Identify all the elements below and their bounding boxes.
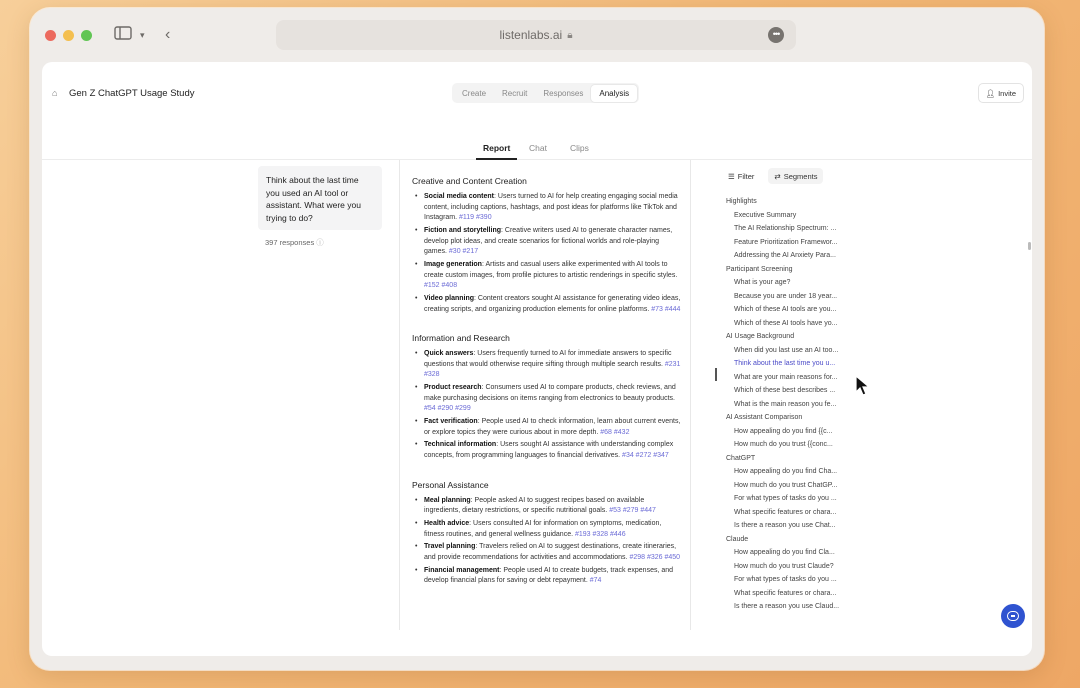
responses-count-text: 397 responses [265, 238, 315, 247]
toc-item[interactable]: What specific features or chara... [734, 589, 837, 597]
lock-icon: 🔒︎ [567, 29, 573, 41]
chat-support-button[interactable] [1001, 604, 1025, 628]
toc-item[interactable]: How much do you trust {{conc... [734, 441, 833, 448]
main-nav-tabs [452, 83, 639, 103]
toc-item[interactable]: Executive Summary [734, 211, 797, 219]
close-window-button[interactable] [45, 30, 56, 41]
item-title: Product research [424, 384, 482, 392]
item-text: : People asked AI to suggest recipes based on available ingredients, dietary restrictions, or specific nutritional goals. [424, 496, 645, 515]
toc-item[interactable]: Because you are under 18 year... [734, 292, 838, 300]
report-outline-sidebar [718, 160, 868, 630]
toc-group-heading[interactable]: Claude [726, 535, 749, 543]
toc-item[interactable]: For what types of tasks do you ... [734, 576, 837, 583]
toc-item[interactable]: Which of these AI tools have yo... [734, 319, 838, 327]
home-icon[interactable]: ⌂ [52, 88, 58, 98]
item-title: Fiction and storytelling [424, 226, 502, 234]
maximize-window-button[interactable] [81, 30, 92, 41]
scrollbar-thumb[interactable] [1028, 242, 1031, 250]
filter-button[interactable] [722, 168, 760, 184]
back-arrow-icon[interactable]: ‹ [165, 26, 171, 43]
active-item-marker [715, 368, 717, 381]
chat-bubble-icon [1007, 611, 1019, 621]
segments-button[interactable] [768, 168, 823, 184]
item-title: Quick answers [424, 350, 474, 358]
list-item [412, 294, 682, 315]
item-title: Technical information [424, 441, 497, 449]
response-refs-link[interactable]: #68 #432 [600, 428, 630, 436]
toc-group-heading[interactable]: ChatGPT [726, 454, 756, 462]
toc-item[interactable]: When did you last use an AI too... [734, 346, 839, 354]
toc-item[interactable]: How appealing do you find {{c... [734, 427, 833, 435]
toc-item[interactable]: What specific features or chara... [734, 508, 837, 516]
filter-icon: ☰ [728, 171, 735, 181]
response-refs-link[interactable]: #53 #279 #447 [609, 507, 656, 515]
toc-group-heading[interactable]: AI Usage Background [726, 333, 795, 340]
item-title: Financial management [424, 566, 500, 574]
question-card[interactable] [258, 166, 382, 230]
responses-count [265, 237, 324, 248]
item-text: : Content creators sought AI assistance for generating video ideas, creating scripts, and organizing production elements for online platforms. [424, 294, 681, 313]
nav-tab-recruit[interactable]: Recruit [502, 88, 528, 98]
table-of-contents [726, 197, 866, 616]
info-icon[interactable]: ⓘ [316, 238, 324, 247]
toc-item[interactable]: How appealing do you find Cha... [734, 468, 838, 475]
item-text: : Users consulted AI for information on symptoms, medication, fitness routines, and general wellness guidance. [424, 519, 662, 538]
title-bar [30, 8, 1044, 62]
item-title: Health advice [424, 519, 470, 527]
url-text: listenlabs.ai [499, 28, 563, 42]
response-refs-link[interactable]: #231 #328 [424, 360, 681, 379]
item-text: : People used AI to create budgets, track expenses, and develop financial plans for saving or debt repayment. [424, 566, 674, 585]
section-heading: Personal Assistance [412, 479, 489, 490]
toc-item[interactable]: Is there a reason you use Claud... [734, 603, 840, 610]
toc-item[interactable]: What is the main reason you fe... [734, 400, 837, 408]
response-refs-link[interactable]: #34 #272 #347 [622, 452, 669, 459]
tab-report[interactable]: Report [483, 143, 511, 153]
list-item [412, 440, 682, 461]
tab-chat[interactable]: Chat [529, 143, 547, 153]
item-text: : Users turned to AI for help creating engaging social media content, including captions, hashtags, and post ideas for platforms like TikTok and Instagram. [424, 193, 678, 222]
report-content [412, 160, 682, 630]
toc-group-heading[interactable]: AI Assistant Comparison [726, 414, 803, 421]
web-page [42, 62, 1032, 656]
ellipsis-icon[interactable]: ••• [768, 27, 784, 43]
right-divider [690, 160, 691, 630]
list-item [412, 566, 682, 587]
response-refs-link[interactable]: #74 [589, 577, 602, 585]
nav-tab-analysis[interactable]: Analysis [591, 85, 637, 102]
invite-button[interactable] [978, 83, 1024, 103]
item-text: : Travelers relied on AI to suggest destinations, create itineraries, and provide recommendations for activities and accommodations. [424, 543, 677, 561]
toc-item[interactable]: Addressing the AI Anxiety Para... [734, 252, 836, 259]
toc-item[interactable]: Which of these best describes ... [734, 387, 836, 394]
list-item [412, 383, 682, 415]
item-text: : Users sought AI assistance with understanding complex concepts, from programming languages to financial derivatives. [424, 441, 674, 459]
app-header [42, 62, 1032, 126]
chevron-down-icon[interactable]: ▾ [140, 30, 145, 40]
response-refs-link[interactable]: #119 #390 [459, 214, 492, 222]
item-title: Social media content [424, 193, 495, 200]
toc-item[interactable]: Feature Prioritization Framewor... [734, 238, 838, 246]
tab-clips[interactable]: Clips [570, 143, 589, 153]
item-title: Video planning [424, 294, 475, 302]
item-title: Fact verification [424, 418, 478, 426]
invite-label: Invite [998, 88, 1016, 98]
toc-item[interactable]: What are your main reasons for... [734, 373, 838, 381]
section-heading: Creative and Content Creation [412, 176, 527, 186]
response-refs-link[interactable]: #54 #290 #299 [424, 405, 471, 413]
toc-item[interactable]: How appealing do you find Cla... [734, 549, 835, 556]
toc-group-heading[interactable]: Participant Screening [726, 265, 793, 273]
add-user-icon: 👤︎ [985, 88, 996, 98]
item-text: : Creative writers used AI to generate character names, develop plot ideas, and create scenarios for fictional worlds and role-playing games. [424, 226, 673, 256]
toc-item[interactable]: Which of these AI tools are you... [734, 306, 837, 313]
filter-label: Filter [737, 171, 755, 181]
question-text: Think about the last time you used an AI tool or assistant. What were you trying to do? [266, 175, 361, 223]
item-title: Image generation [424, 260, 482, 268]
response-refs-link[interactable]: #152 #408 [424, 282, 458, 290]
section-list [412, 192, 682, 315]
toc-item[interactable]: The AI Relationship Spectrum: ... [734, 225, 837, 232]
response-refs-link[interactable]: #30 #217 [448, 248, 479, 256]
filter-row [722, 168, 823, 184]
list-item [412, 496, 682, 517]
address-bar[interactable] [276, 20, 796, 50]
sliders-icon: ⇄ [774, 171, 781, 181]
list-item [412, 417, 682, 438]
view-tabs [42, 135, 1032, 160]
item-text: : Users frequently turned to AI for immediate answers to specific questions that would otherwise require sifting through multiple search results. [424, 350, 672, 368]
list-item [412, 349, 682, 381]
toc-item[interactable]: How much do you trust Claude? [734, 562, 834, 570]
toc-item[interactable]: For what types of tasks do you ... [734, 495, 837, 502]
mouse-cursor-icon [855, 375, 871, 397]
minimize-window-button[interactable] [63, 30, 74, 41]
toc-item[interactable]: Is there a reason you use Chat... [734, 522, 836, 529]
item-text: : Artists and casual users alike experimented with AI tools to create custom images, from profile pictures to artistic renderings in specific styles. [424, 260, 678, 279]
sidebar-toggle-icon[interactable] [114, 24, 132, 46]
left-divider [399, 160, 400, 630]
response-refs-link[interactable]: #73 #444 [651, 305, 681, 313]
section-list [412, 349, 682, 462]
list-item [412, 226, 682, 258]
item-text: : Consumers used AI to compare products, check reviews, and make purchasing decisions on items ranging from electronics to beauty products. [424, 384, 676, 402]
study-title: Gen Z ChatGPT Usage Study [69, 88, 195, 99]
nav-tab-create[interactable]: Create [462, 88, 487, 98]
list-item [412, 542, 682, 563]
list-item [412, 260, 682, 292]
section-list [412, 496, 682, 587]
list-item [412, 519, 682, 540]
segments-label: Segments [783, 171, 818, 181]
item-text: : People used AI to check information, learn about current events, or explore topics they were curious about in more depth. [424, 418, 681, 436]
response-refs-link[interactable]: #193 #328 #446 [574, 530, 626, 538]
item-title: Meal planning [424, 496, 471, 504]
browser-window [30, 8, 1044, 670]
toc-group-heading[interactable]: Highlights [726, 198, 757, 205]
nav-tab-responses[interactable]: Responses [543, 88, 584, 98]
toc-item[interactable]: Think about the last time you u... [734, 360, 836, 367]
section-heading: Information and Research [412, 333, 510, 344]
toc-item[interactable]: What is your age? [734, 279, 791, 286]
list-item [412, 192, 682, 224]
response-refs-link[interactable]: #298 #326 #450 [629, 553, 681, 561]
item-title: Travel planning [424, 543, 476, 551]
toc-item[interactable]: How much do you trust ChatGP... [734, 481, 838, 489]
